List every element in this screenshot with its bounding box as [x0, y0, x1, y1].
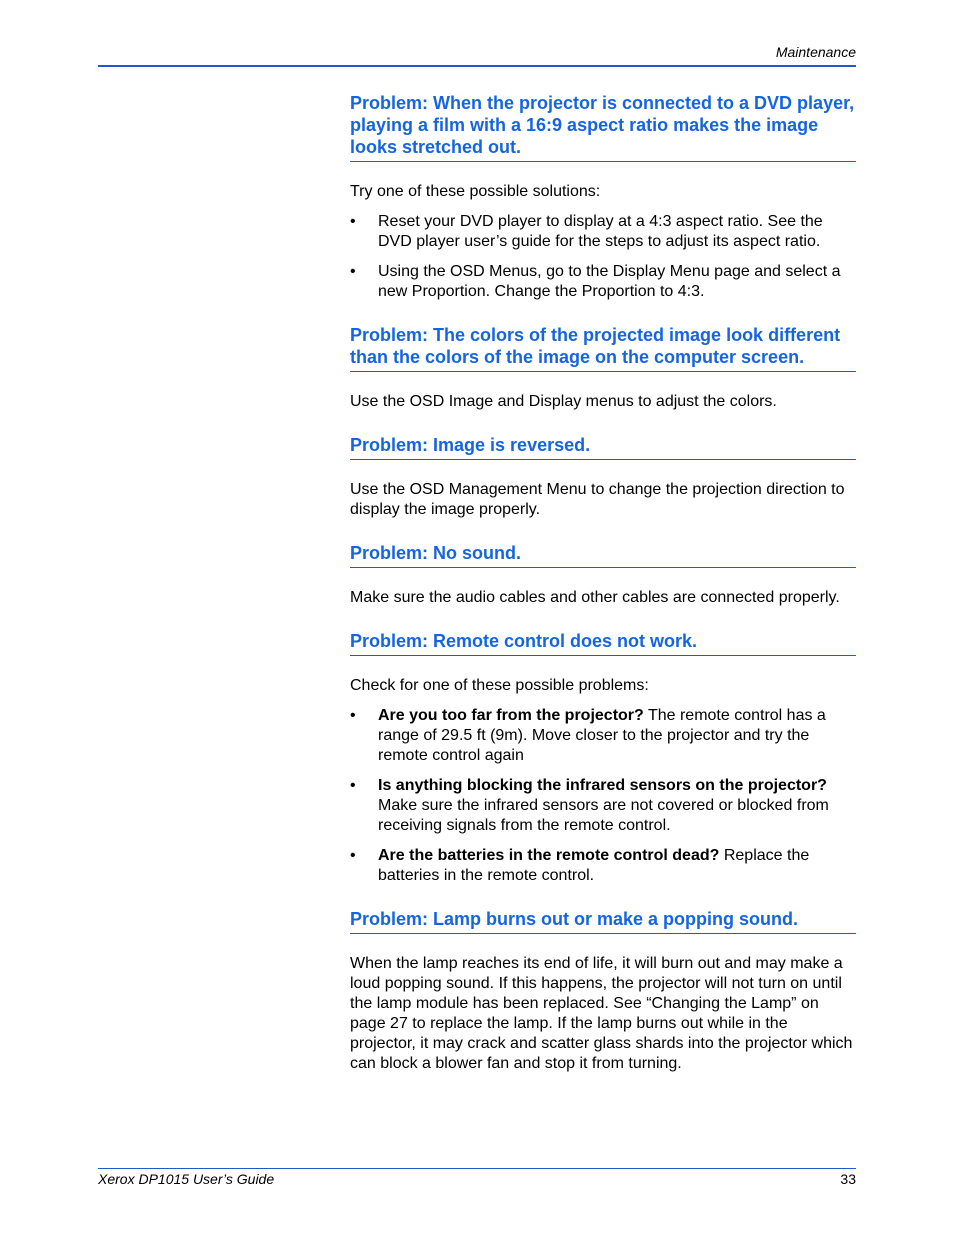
problem-section-lamp [350, 908, 856, 1074]
list-item [350, 706, 856, 766]
list-item [350, 846, 856, 886]
list-item [350, 262, 856, 302]
problem-section-dvd-aspect [350, 92, 856, 302]
problem-list [350, 706, 856, 886]
list-item-text: Replace the batteries in the remote control. [378, 847, 810, 884]
list-item [350, 212, 856, 252]
section-heading: Problem: Remote control does not work. [350, 630, 856, 656]
section-intro: Make sure the audio cables and other cables are connected properly. [350, 589, 840, 606]
section-intro: When the lamp reaches its end of life, it will burn out and may make a loud popping sound. If this happens, the projector will not turn on until the lamp module has been replaced. See “Changing the Lamp” on page 27 to replace the lamp. If the lamp burns out while in the projector, it may crack and scatter glass shards into the projector which can block a blower fan and stop it from turning. [350, 955, 853, 1072]
list-item-bold: Are you too far from the projector? [378, 707, 644, 724]
section-intro: Use the OSD Image and Display menus to adjust the colors. [350, 393, 777, 410]
bullet-icon: • [350, 847, 356, 864]
section-heading: Problem: Image is reversed. [350, 434, 856, 460]
problem-section-reversed [350, 434, 856, 520]
bullet-icon: • [350, 777, 356, 794]
footer-title: Xerox DP1015 User’s Guide [98, 1171, 275, 1187]
section-heading: Problem: When the projector is connected to a DVD player, playing a film with a 16:9 aspect ratio makes the image looks stretched out. [350, 92, 856, 162]
section-intro: Try one of these possible solutions: [350, 183, 601, 200]
section-heading: Problem: The colors of the projected image look different than the colors of the image on the computer screen. [350, 324, 856, 372]
running-header: Maintenance [775, 44, 856, 60]
bullet-icon: • [350, 213, 356, 230]
section-heading: Problem: Lamp burns out or make a popping sound. [350, 908, 856, 934]
list-item-text: The remote control has a range of 29.5 ft (9m). Move closer to the projector and try the remote control again [378, 707, 826, 764]
bullet-icon: • [350, 263, 356, 280]
list-item-bold: Are the batteries in the remote control dead? [378, 847, 720, 864]
section-intro: Check for one of these possible problems: [350, 677, 649, 694]
list-item-text: Make sure the infrared sensors are not covered or blocked from receiving signals from the remote control. [378, 797, 829, 834]
problem-section-colors [350, 324, 856, 412]
page-content [350, 92, 856, 1074]
problem-section-remote [350, 630, 856, 886]
list-item-bold: Is anything blocking the infrared sensors on the projector? [378, 777, 827, 794]
section-heading: Problem: No sound. [350, 542, 856, 568]
page-number: 33 [840, 1171, 856, 1187]
footer-divider [98, 1168, 856, 1169]
list-item-text: Reset your DVD player to display at a 4:3 aspect ratio. See the DVD player user’s guide for the steps to adjust its aspect ratio. [378, 213, 823, 250]
section-intro: Use the OSD Management Menu to change the projection direction to display the image properly. [350, 481, 845, 518]
solution-list [350, 212, 856, 302]
list-item-text: Using the OSD Menus, go to the Display Menu page and select a new Proportion. Change the Proportion to 4:3. [378, 263, 841, 300]
list-item [350, 776, 856, 836]
bullet-icon: • [350, 707, 356, 724]
header-divider [98, 65, 856, 67]
problem-section-no-sound [350, 542, 856, 608]
